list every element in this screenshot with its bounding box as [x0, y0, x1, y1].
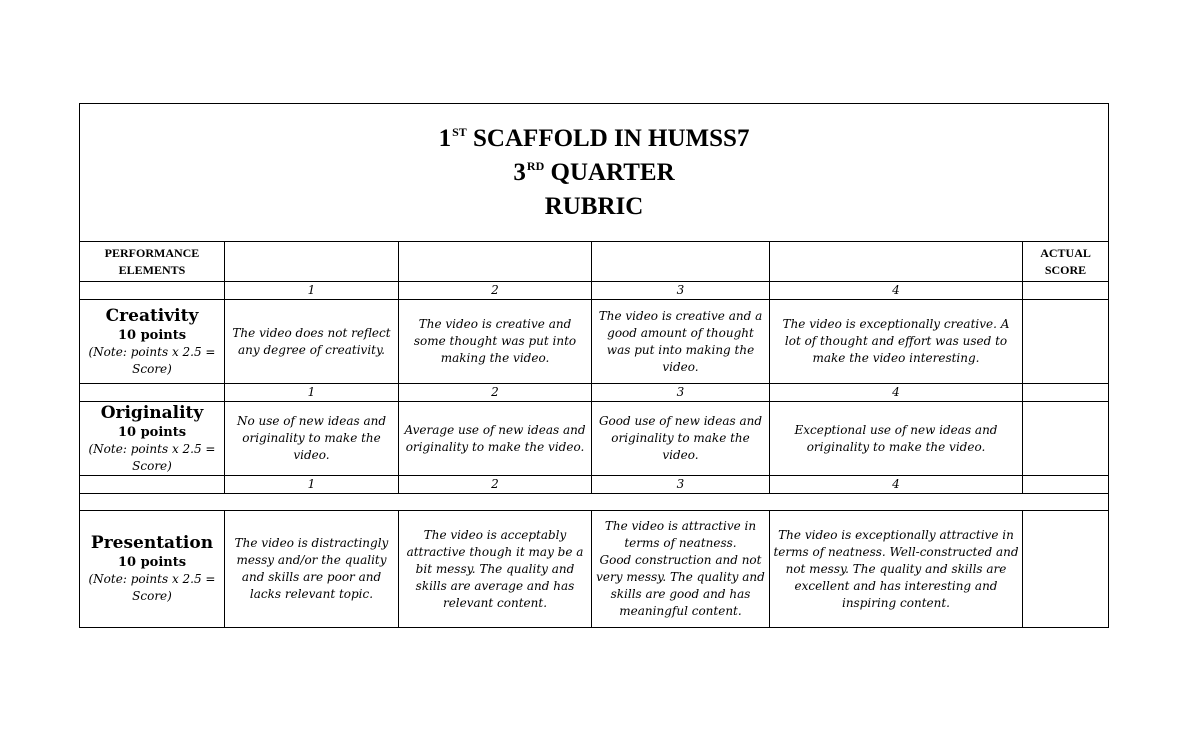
header-row — [80, 242, 1109, 282]
level-row — [80, 476, 1109, 494]
descriptor-cell: The video is creative and some thought was put into making the video. — [399, 300, 592, 384]
title-line-1: 1ST SCAFFOLD IN HUMSS7 — [438, 124, 750, 152]
criterion-note: (Note: points x 2.5 = Score) — [88, 344, 216, 376]
level-number: 2 — [399, 282, 592, 300]
criterion-points: 10 points — [117, 555, 187, 570]
criterion-note: (Note: points x 2.5 = Score) — [88, 572, 216, 603]
header-blank-cell — [225, 242, 399, 282]
criterion-name: Creativity — [105, 305, 199, 326]
level-number: 4 — [770, 476, 1023, 494]
title-row — [80, 104, 1109, 242]
level-number: 3 — [592, 384, 770, 402]
rubric-table — [79, 103, 1109, 628]
criterion-row-presentation — [80, 511, 1109, 628]
header-blank-cell — [770, 242, 1023, 282]
criterion-note: (Note: points x 2.5 = Score) — [88, 441, 216, 473]
level-number: 4 — [770, 384, 1023, 402]
descriptor-cell: The video is creative and a good amount of thought was put into making the video. — [592, 300, 770, 384]
criterion-name: Originality — [100, 402, 204, 423]
descriptor-cell: No use of new ideas and originality to make the video. — [225, 402, 399, 476]
descriptor-cell — [592, 511, 770, 628]
header-blank-cell — [592, 242, 770, 282]
descriptor-cell: The video is acceptably attractive though it may be a bit messy. The quality and skills are average and has relevant content. — [399, 511, 592, 628]
level-blank-cell — [1023, 282, 1109, 300]
level-number: 1 — [225, 282, 399, 300]
descriptor-text: The video is attractive in terms of neatness. — [604, 519, 757, 550]
descriptor-text: Good construction and not very messy. The quality and skills are good and has meaningful content. — [596, 553, 765, 618]
criterion-name: Presentation — [90, 533, 214, 553]
title-line-2: 3RD QUARTER — [513, 158, 675, 186]
descriptor-cell: The video is distractingly messy and/or the quality and skills are poor and lacks relevant topic. — [225, 511, 399, 628]
title-line-3: RUBRIC — [544, 192, 644, 220]
level-blank-cell — [80, 476, 225, 494]
level-blank-cell — [1023, 384, 1109, 402]
spacer-row — [80, 494, 1109, 511]
descriptor-cell: Exceptional use of new ideas and originality to make the video. — [770, 402, 1023, 476]
criterion-cell — [80, 402, 225, 476]
descriptor-cell: The video is exceptionally creative. A lot of thought and effort was used to make the video interesting. — [770, 300, 1023, 384]
criterion-points: 10 points — [117, 327, 187, 343]
level-row — [80, 384, 1109, 402]
level-blank-cell — [80, 384, 225, 402]
level-blank-cell — [80, 282, 225, 300]
level-number: 3 — [592, 476, 770, 494]
actual-score-header: ACTUAL SCORE — [1023, 242, 1109, 282]
level-number: 1 — [225, 384, 399, 402]
title-cell — [80, 104, 1109, 242]
level-number: 1 — [225, 476, 399, 494]
criterion-cell — [80, 300, 225, 384]
level-number: 2 — [399, 476, 592, 494]
score-cell — [1023, 511, 1109, 628]
level-number: 2 — [399, 384, 592, 402]
level-row — [80, 282, 1109, 300]
score-cell — [1023, 402, 1109, 476]
level-number: 3 — [592, 282, 770, 300]
descriptor-cell: Average use of new ideas and originality to make the video. — [399, 402, 592, 476]
descriptor-cell: Good use of new ideas and originality to make the video. — [592, 402, 770, 476]
descriptor-cell: The video is exceptionally attractive in terms of neatness. Well-constructed and not messy. The quality and skills are excellent and has interesting and inspiring content. — [770, 511, 1023, 628]
header-blank-cell — [399, 242, 592, 282]
criterion-row-creativity — [80, 300, 1109, 384]
descriptor-cell: The video does not reflect any degree of creativity. — [225, 300, 399, 384]
level-blank-cell — [1023, 476, 1109, 494]
level-number: 4 — [770, 282, 1023, 300]
score-cell — [1023, 300, 1109, 384]
criterion-cell — [80, 511, 225, 628]
criterion-points: 10 points — [117, 424, 187, 440]
spacer-cell — [80, 494, 1109, 511]
criterion-row-originality — [80, 402, 1109, 476]
performance-elements-header: PERFORMANCE ELEMENTS — [80, 242, 225, 282]
